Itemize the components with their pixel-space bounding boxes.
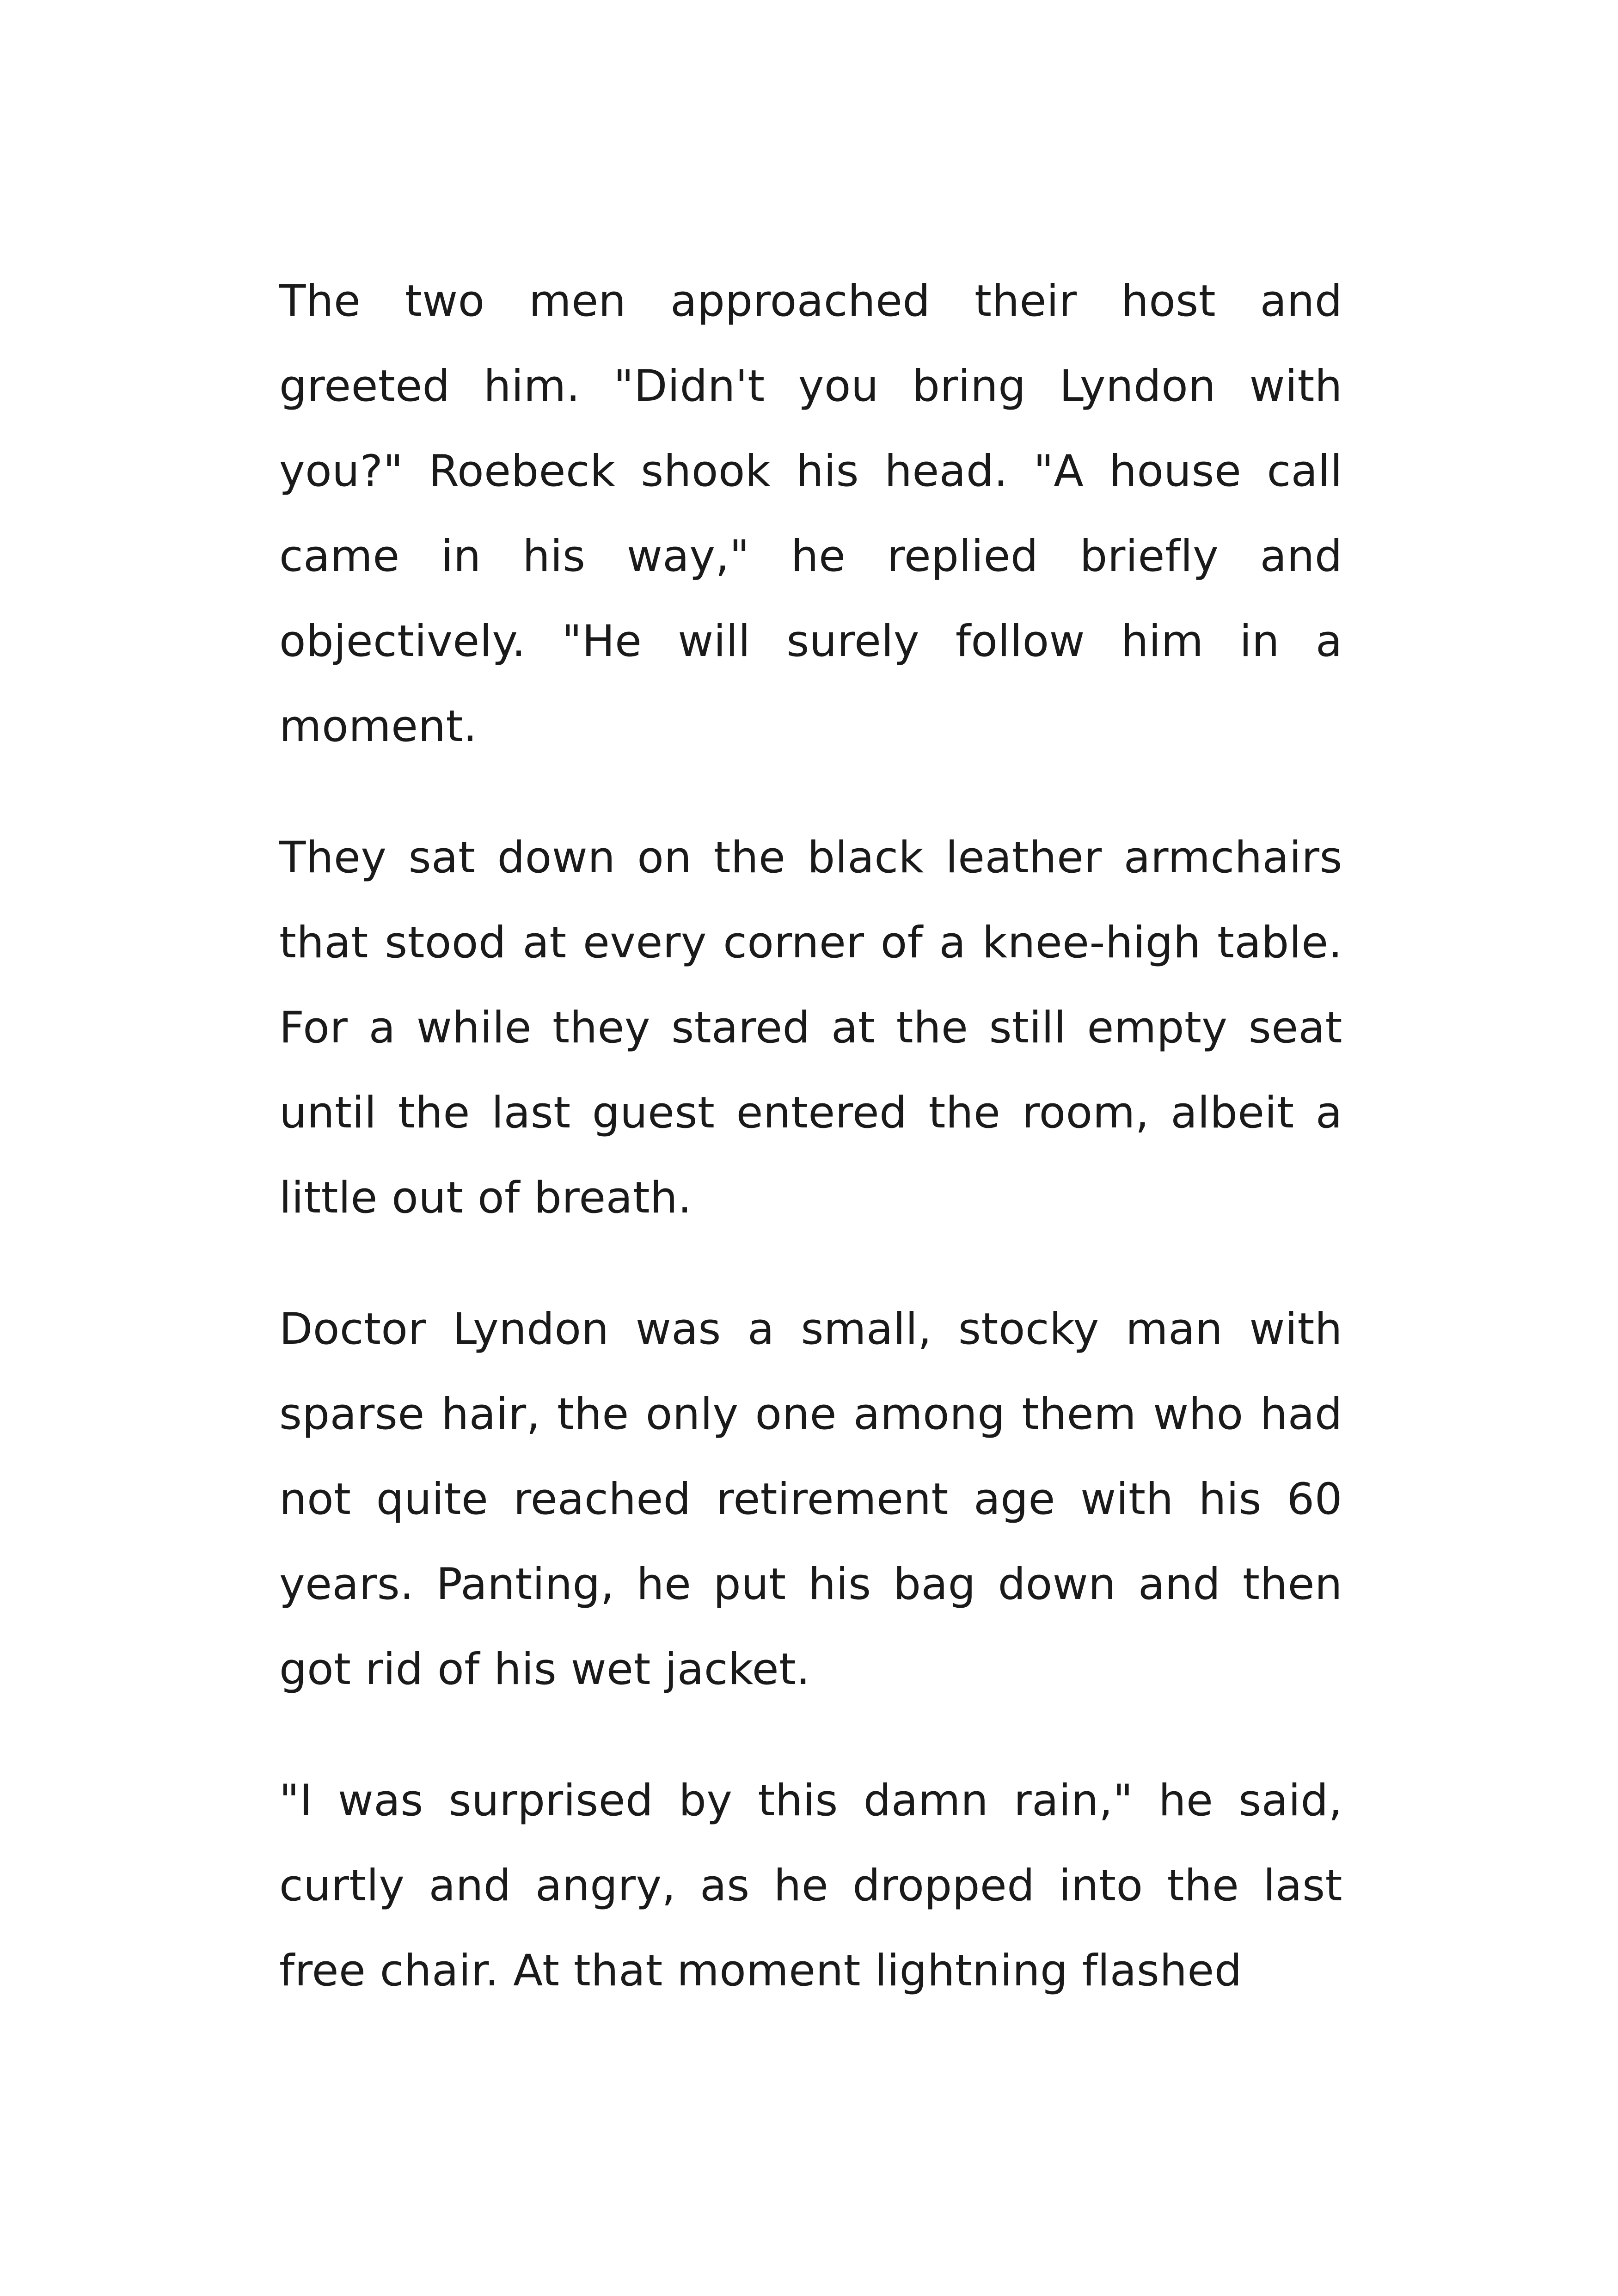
paragraph-1: The two men approached their host and greeted him. "Didn't you bring Lyndon with you?" Roebeck shook his head. "A house call came in his way," he replied briefly and objectively. "He will surely follow him in a moment. <box>279 276 1342 752</box>
paragraph-3: Doctor Lyndon was a small, stocky man with sparse hair, the only one among them who had not quite reached retirement age with his 60 years. Panting, he put his bag down and then got rid of his wet jacket. <box>279 1304 1342 1695</box>
paragraph-2: They sat down on the black leather armchairs that stood at every corner of a knee-high table. For a while they stared at the still empty seat until the last guest entered the room, albeit a little out of breath. <box>279 833 1342 1223</box>
body-text <box>279 259 1342 2014</box>
paragraph-4: "I was surprised by this damn rain," he said, curtly and angry, as he dropped into the last free chair. At that moment lightning flashed <box>279 1776 1342 1996</box>
